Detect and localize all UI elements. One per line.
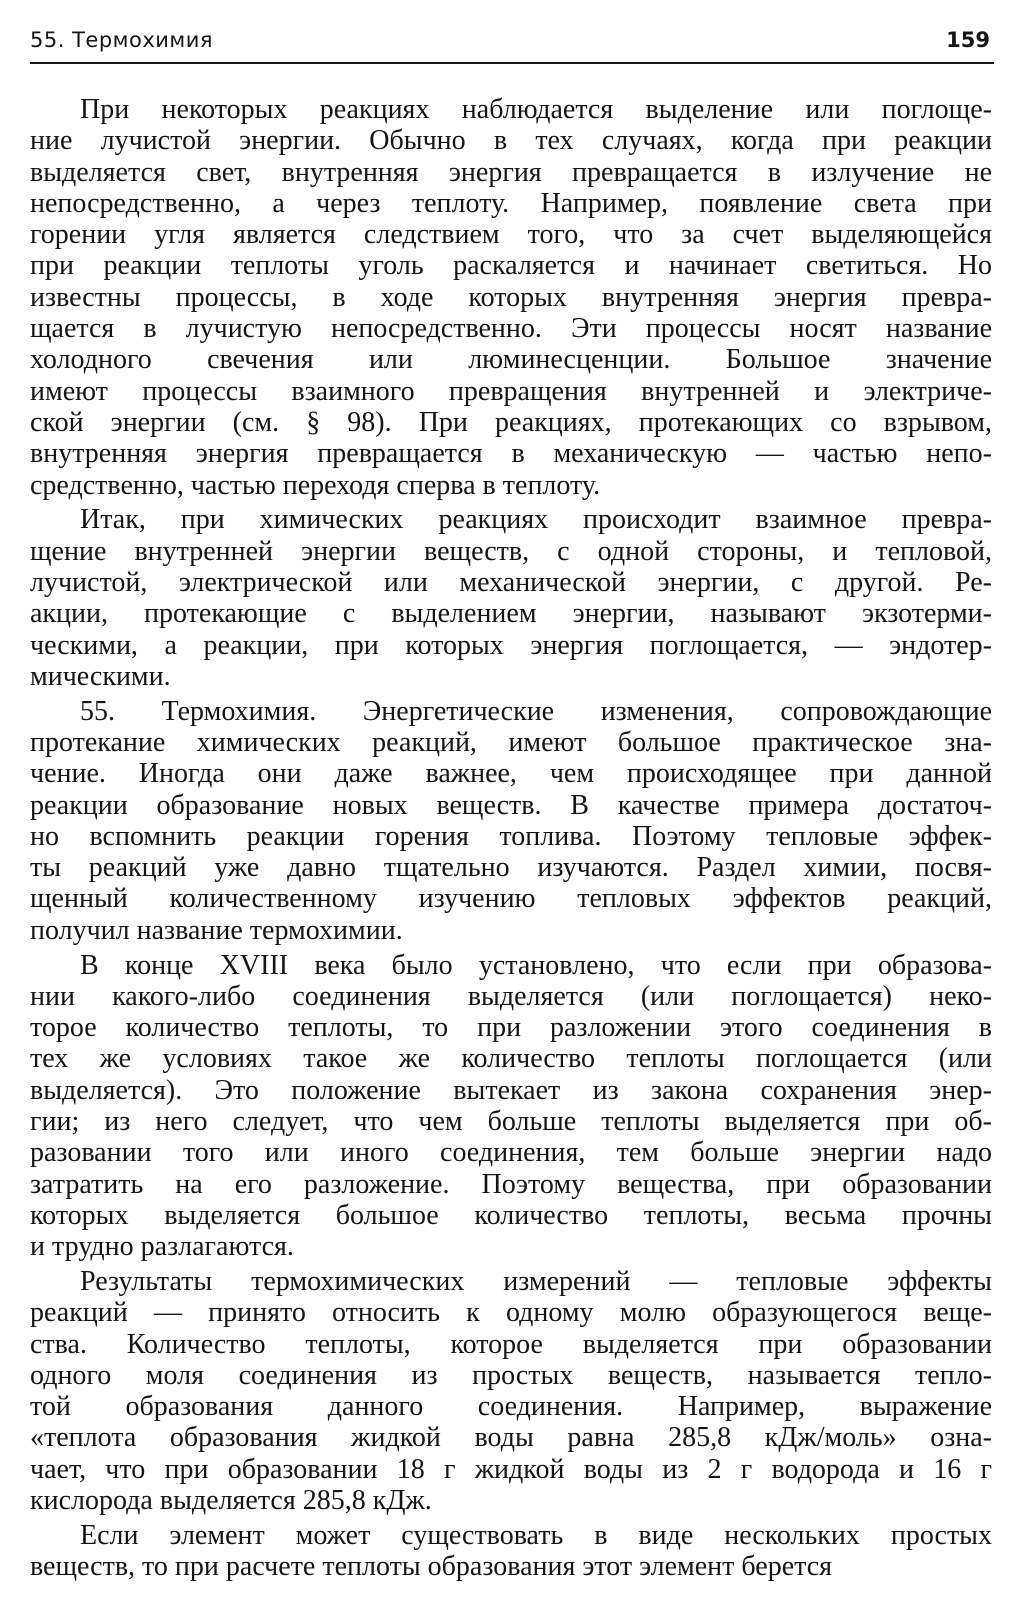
text-line: той образования данного соединения. Например, выражение: [30, 1391, 992, 1423]
text-line: Итак, при химических реакциях происходит взаимное превра-: [80, 504, 992, 536]
text-line: внутренняя энергия превращается в механическую — частью непо-: [30, 438, 992, 470]
text-line: ты реакций уже давно тщательно изучаются. Раздел химии, посвя-: [30, 852, 992, 884]
text-line: непосредственно, а через теплоту. Например, появление света при: [30, 187, 992, 219]
running-title: 55. Термохимия: [30, 28, 214, 52]
page-number: 159: [946, 28, 990, 52]
text-line: мическими.: [30, 660, 171, 692]
body-text: [30, 94, 992, 1582]
text-line: горении угля является следствием того, что за счет выделяющейся: [30, 219, 992, 251]
paragraph: [30, 1520, 992, 1583]
text-line: и трудно разлагаются.: [30, 1231, 294, 1263]
text-line: В конце XVIII века было установлено, что если при образова-: [80, 949, 992, 981]
text-line: ческими, а реакции, при которых энергия поглощается, — эндотер-: [30, 629, 992, 661]
text-line: нии какого-либо соединения выделяется (или поглощается) неко-: [30, 980, 992, 1012]
paragraph: [30, 94, 992, 501]
text-line: При некоторых реакциях наблюдается выделение или поглоще-: [80, 94, 992, 125]
text-line: Результаты термохимических измерений — тепловые эффекты: [80, 1265, 992, 1297]
text-line: реакций — принято относить к одному молю образующегося веще-: [30, 1297, 992, 1329]
text-line: холодного свечения или люминесценции. Большое значение: [30, 344, 992, 376]
text-line: средственно, частью переходя сперва в теплоту.: [30, 469, 601, 501]
text-line: щение внутренней энергии веществ, с одной стороны, и тепловой,: [30, 535, 992, 567]
text-line: щенный количественному изучению тепловых эффектов реакций,: [30, 883, 992, 915]
text-line: имеют процессы взаимного превращения внутренней и электриче-: [30, 375, 992, 407]
text-line: гии; из него следует, что чем больше теплоты выделяется при об-: [30, 1106, 992, 1137]
text-line: чение. Иногда они даже важнее, чем происходящее при данной: [30, 758, 992, 790]
text-line: известны процессы, в ходе которых внутренняя энергия превра-: [30, 281, 992, 313]
paragraph: [30, 1266, 992, 1516]
text-line: разовании того или иного соединения, тем больше энергии надо: [30, 1137, 992, 1169]
text-line: выделяется). Это положение вытекает из закона сохранения энер-: [30, 1074, 992, 1106]
text-line: кислорода выделяется 285,8 кДж.: [30, 1485, 432, 1517]
text-line: которых выделяется большое количество теплоты, весьма прочны: [30, 1199, 992, 1231]
text-line: при реакции теплоты уголь раскаляется и начинает светиться. Но: [30, 250, 992, 282]
text-line: ской энергии (см. § 98). При реакциях, протекающих со взрывом,: [30, 406, 992, 438]
text-line: тех же условиях такое же количество теплоты поглощается (или: [30, 1043, 992, 1075]
text-line: щается в лучистую непосредственно. Эти процессы носят название: [30, 313, 992, 345]
text-line: «теплота образования жидкой воды равна 285,8 кДж/моль» озна-: [30, 1422, 992, 1454]
text-line: но вспомнить реакции горения топлива. Поэтому тепловые эффек-: [30, 820, 992, 852]
text-line: выделяется свет, внутренняя энергия превращается в излучение не: [30, 156, 992, 188]
paragraph: [30, 504, 992, 692]
text-line: Если элемент может существовать в виде нескольких простых: [80, 1519, 992, 1551]
text-line: чает, что при образовании 18 г жидкой воды из 2 г водорода и 16 г: [30, 1453, 992, 1485]
text-line: получил название термохимии.: [30, 914, 403, 946]
text-line: затратить на его разложение. Поэтому вещества, при образовании: [30, 1168, 992, 1200]
header-rule: [30, 62, 994, 64]
paragraph: [30, 950, 992, 1263]
text-line: реакции образование новых веществ. В качестве примера достаточ-: [30, 789, 992, 821]
text-line: торое количество теплоты, то при разложении этого соединения в: [30, 1012, 992, 1044]
text-line: ства. Количество теплоты, которое выделяется при образовании: [30, 1328, 992, 1360]
text-line: одного моля соединения из простых веществ, называется тепло-: [30, 1359, 992, 1391]
text-line: ние лучистой энергии. Обычно в тех случаях, когда при реакции: [30, 125, 992, 157]
text-line: веществ, то при расчете теплоты образования этот элемент берется: [30, 1551, 833, 1583]
running-header: [30, 28, 994, 58]
text-line: 55. Термохимия. Энергетические изменения, сопровождающие: [80, 695, 992, 727]
paragraph: [30, 696, 992, 946]
text-line: протекание химических реакций, имеют большое практическое зна-: [30, 726, 992, 758]
text-line: лучистой, электрической или механической энергии, с другой. Ре-: [30, 566, 992, 598]
text-line: акции, протекающие с выделением энергии, называют экзотерми-: [30, 598, 992, 630]
